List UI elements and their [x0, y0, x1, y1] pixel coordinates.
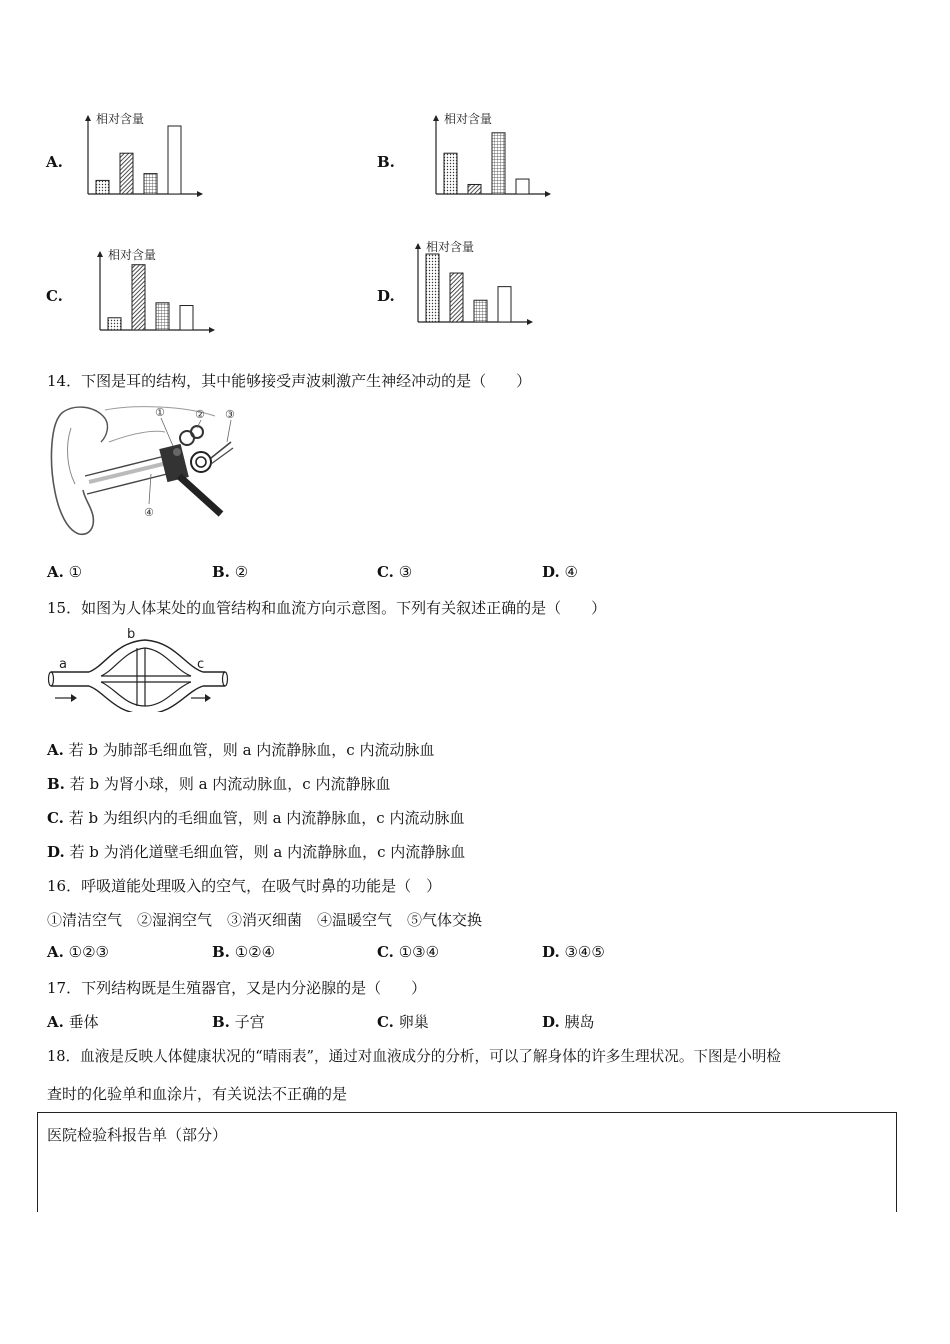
q18-stem-line2: 查时的化验单和血涂片，有关说法不正确的是	[47, 1085, 348, 1103]
option-text: 若 b 为组织内的毛细血管，则 a 内流静脉血，c 内流动脉血	[68, 809, 465, 827]
option-key: C.	[377, 563, 394, 581]
y-axis-arrow	[97, 251, 103, 257]
option-key: D.	[47, 843, 65, 861]
report-title: 医院检验科报告单（部分）	[47, 1126, 228, 1144]
x-axis-arrow	[209, 327, 215, 333]
vessel-label-a: a	[59, 657, 67, 672]
q16-items: ①清洁空气 ②湿润空气 ③消灭细菌 ④温暖空气 ⑤气体交换	[47, 911, 483, 929]
option-text: 子宫	[234, 1013, 265, 1031]
option-text: 胰岛	[564, 1013, 595, 1031]
chart-b-option-label: B.	[377, 153, 395, 171]
ear-label-4: ④	[144, 506, 154, 519]
chart-bar	[492, 133, 505, 194]
y-axis-arrow	[433, 115, 439, 121]
option-text: 若 b 为消化道壁毛细血管，则 a 内流静脉血，c 内流静脉血	[69, 843, 466, 861]
option-key: C.	[47, 809, 64, 827]
q17-option-c[interactable]	[377, 1011, 429, 1032]
q18-stem-line1: 18．血液是反映人体健康状况的“晴雨表”，通过对血液成分的分析，可以了解身体的许多生理状况。下图是小明检	[47, 1048, 781, 1065]
option-key: A.	[47, 563, 64, 581]
q14-option-b[interactable]	[212, 563, 248, 581]
chart-d-option-label: D.	[377, 287, 395, 305]
chart-a	[80, 108, 215, 208]
y-axis-label: 相对含量	[444, 112, 493, 126]
q17-stem: 17．下列结构既是生殖器官，又是内分泌腺的是（ ）	[47, 979, 427, 997]
option-key: D.	[542, 563, 560, 581]
y-axis-label: 相对含量	[426, 240, 475, 254]
q16-option-a[interactable]	[47, 943, 109, 961]
vessel-label-c: c	[197, 657, 205, 672]
option-key: B.	[212, 563, 230, 581]
option-key: D.	[542, 943, 560, 961]
chart-bar	[180, 306, 193, 330]
y-axis-arrow	[85, 115, 91, 121]
option-text: ①②③	[68, 943, 109, 961]
option-text: 若 b 为肺部毛细血管，则 a 内流静脉血，c 内流动脉血	[68, 741, 435, 759]
q15-stem: 15．如图为人体某处的血管结构和血流方向示意图。下列有关叙述正确的是（ ）	[47, 599, 607, 617]
chart-bar	[468, 184, 481, 194]
chart-b	[428, 108, 563, 208]
lab-report-box	[37, 1112, 897, 1212]
chart-c	[92, 244, 227, 344]
q16-option-b[interactable]	[212, 943, 275, 961]
y-axis-arrow	[415, 243, 421, 249]
x-axis-arrow	[527, 319, 533, 325]
y-axis-label: 相对含量	[96, 112, 145, 126]
option-key: B.	[212, 943, 230, 961]
chart-bar	[108, 318, 121, 330]
q15-option-a[interactable]	[47, 739, 434, 760]
option-key: A.	[47, 1013, 64, 1031]
q17-option-d[interactable]	[542, 1011, 595, 1032]
option-key: C.	[377, 943, 394, 961]
chart-bar	[144, 174, 157, 194]
chart-bar	[168, 126, 181, 194]
option-key: D.	[542, 1013, 560, 1031]
chart-bar	[444, 153, 457, 194]
chart-bar	[96, 180, 109, 194]
q16-option-d[interactable]	[542, 943, 605, 961]
option-text: ③	[398, 563, 413, 581]
chart-bar	[516, 179, 529, 194]
option-text: ①②④	[234, 943, 276, 961]
q17-option-a[interactable]	[47, 1011, 99, 1032]
q17-option-b[interactable]	[212, 1011, 265, 1032]
option-text: ①③④	[398, 943, 440, 961]
vessel-label-b: b	[127, 627, 136, 642]
y-axis-label: 相对含量	[108, 248, 157, 262]
q14-stem: 14．下图是耳的结构，其中能够接受声波刺激产生神经冲动的是（ ）	[47, 372, 532, 390]
q15-option-c[interactable]	[47, 807, 464, 828]
ear-label-2: ②	[195, 408, 205, 421]
option-key: C.	[377, 1013, 394, 1031]
option-key: B.	[47, 775, 65, 793]
option-text: 垂体	[68, 1013, 99, 1031]
option-key: A.	[47, 741, 64, 759]
x-axis-arrow	[197, 191, 203, 197]
chart-c-option-label: C.	[46, 287, 63, 305]
q14-option-c[interactable]	[377, 563, 412, 581]
option-text: 卵巢	[398, 1013, 429, 1031]
q15-option-d[interactable]	[47, 841, 465, 862]
chart-bar	[426, 254, 439, 322]
option-text: ④	[564, 563, 578, 581]
q14-option-a[interactable]	[47, 563, 82, 581]
chart-d	[410, 236, 545, 336]
blood-vessel-figure	[45, 626, 235, 712]
chart-bar	[498, 287, 511, 322]
q14-option-d[interactable]	[542, 563, 578, 581]
chart-a-option-label: A.	[46, 153, 63, 171]
q16-stem: 16．呼吸道能处理吸入的空气，在吸气时鼻的功能是（ ）	[47, 877, 442, 895]
ear-structure-figure	[45, 402, 245, 542]
option-key: A.	[47, 943, 64, 961]
chart-bar	[156, 303, 169, 330]
ear-label-3: ③	[225, 408, 235, 421]
chart-bar	[474, 300, 487, 322]
option-text: ①	[68, 563, 83, 581]
option-text: ③④⑤	[564, 943, 605, 961]
chart-bar	[120, 153, 133, 194]
chart-bar	[132, 265, 145, 330]
q15-option-b[interactable]	[47, 773, 390, 794]
chart-bar	[450, 273, 463, 322]
q16-option-c[interactable]	[377, 943, 439, 961]
option-text: ②	[234, 563, 249, 581]
x-axis-arrow	[545, 191, 551, 197]
option-text: 若 b 为肾小球，则 a 内流动脉血，c 内流静脉血	[69, 775, 391, 793]
option-key: B.	[212, 1013, 230, 1031]
ear-label-1: ①	[155, 406, 165, 419]
